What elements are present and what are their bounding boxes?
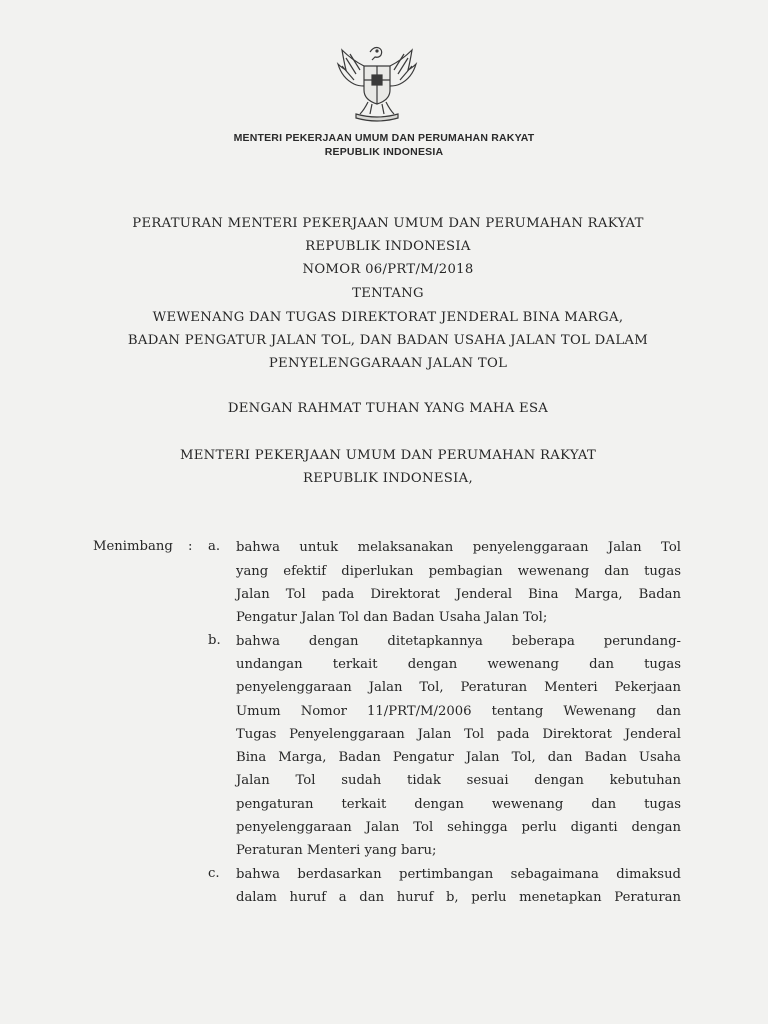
item-b-line: penyelenggaraan Jalan Tol sehingga perlu diganti dengan — [236, 820, 681, 835]
item-b-line: Umum Nomor 11/PRT/M/2006 tentang Wewenang dan — [236, 704, 681, 719]
considering-label: Menimbang — [93, 539, 173, 554]
garuda-emblem-icon — [334, 44, 420, 124]
item-b-line: Bina Marga, Badan Pengatur Jalan Tol, dan Badan Usaha — [236, 750, 681, 765]
item-c-line: dalam huruf a dan huruf b, perlu menetapkan Peraturan — [236, 890, 681, 905]
item-a-line: yang efektif diperlukan pembagian wewenang dan tugas — [236, 564, 681, 579]
item-b-line: bahwa dengan ditetapkannya beberapa perundang- — [236, 634, 681, 649]
item-c-line: bahwa berdasarkan pertimbangan sebagaimana dimaksud — [236, 867, 681, 882]
ministry-header: MENTERI PEKERJAAN UMUM DAN PERUMAHAN RAKYAT — [233, 132, 535, 144]
item-b-line: undangan terkait dengan wewenang dan tugas — [236, 657, 681, 672]
regulation-subject-line-3: PENYELENGGARAAN JALAN TOL — [268, 356, 508, 371]
minister-line-1: MENTERI PEKERJAAN UMUM DAN PERUMAHAN RAKYAT — [179, 448, 597, 463]
item-b-line: Jalan Tol sudah tidak sesuai dengan kebutuhan — [236, 773, 681, 788]
item-b-line: penyelenggaraan Jalan Tol, Peraturan Menteri Pekerjaan — [236, 680, 681, 695]
considering-colon: : — [188, 539, 193, 554]
invocation: DENGAN RAHMAT TUHAN YANG MAHA ESA — [227, 401, 549, 416]
regulation-title-line-2: REPUBLIK INDONESIA — [305, 239, 471, 254]
item-a-letter: a. — [208, 539, 221, 554]
item-b-line: Peraturan Menteri yang baru; — [236, 843, 437, 858]
item-b-line: pengaturan terkait dengan wewenang dan tugas — [236, 797, 681, 812]
item-a-line: Jalan Tol pada Direktorat Jenderal Bina Marga, Badan — [236, 587, 681, 602]
regulation-about: TENTANG — [352, 286, 424, 301]
item-b-line: Tugas Penyelenggaraan Jalan Tol pada Direktorat Jenderal — [236, 727, 681, 742]
regulation-subject-line-2: BADAN PENGATUR JALAN TOL, DAN BADAN USAHA JALAN TOL DALAM — [127, 333, 649, 348]
regulation-number: NOMOR 06/PRT/M/2018 — [302, 262, 474, 277]
minister-line-2: REPUBLIK INDONESIA, — [303, 471, 473, 486]
item-a-line: bahwa untuk melaksanakan penyelenggaraan Jalan Tol — [236, 540, 681, 555]
regulation-subject-line-1: WEWENANG DAN TUGAS DIREKTORAT JENDERAL BINA MARGA, — [152, 310, 624, 325]
item-b-letter: b. — [208, 633, 221, 648]
regulation-title-line-1: PERATURAN MENTERI PEKERJAAN UMUM DAN PERUMAHAN RAKYAT — [132, 216, 644, 231]
ministry-header-country: REPUBLIK INDONESIA — [324, 146, 444, 158]
item-c-letter: c. — [208, 866, 220, 881]
item-a-line: Pengatur Jalan Tol dan Badan Usaha Jalan Tol; — [236, 610, 548, 625]
